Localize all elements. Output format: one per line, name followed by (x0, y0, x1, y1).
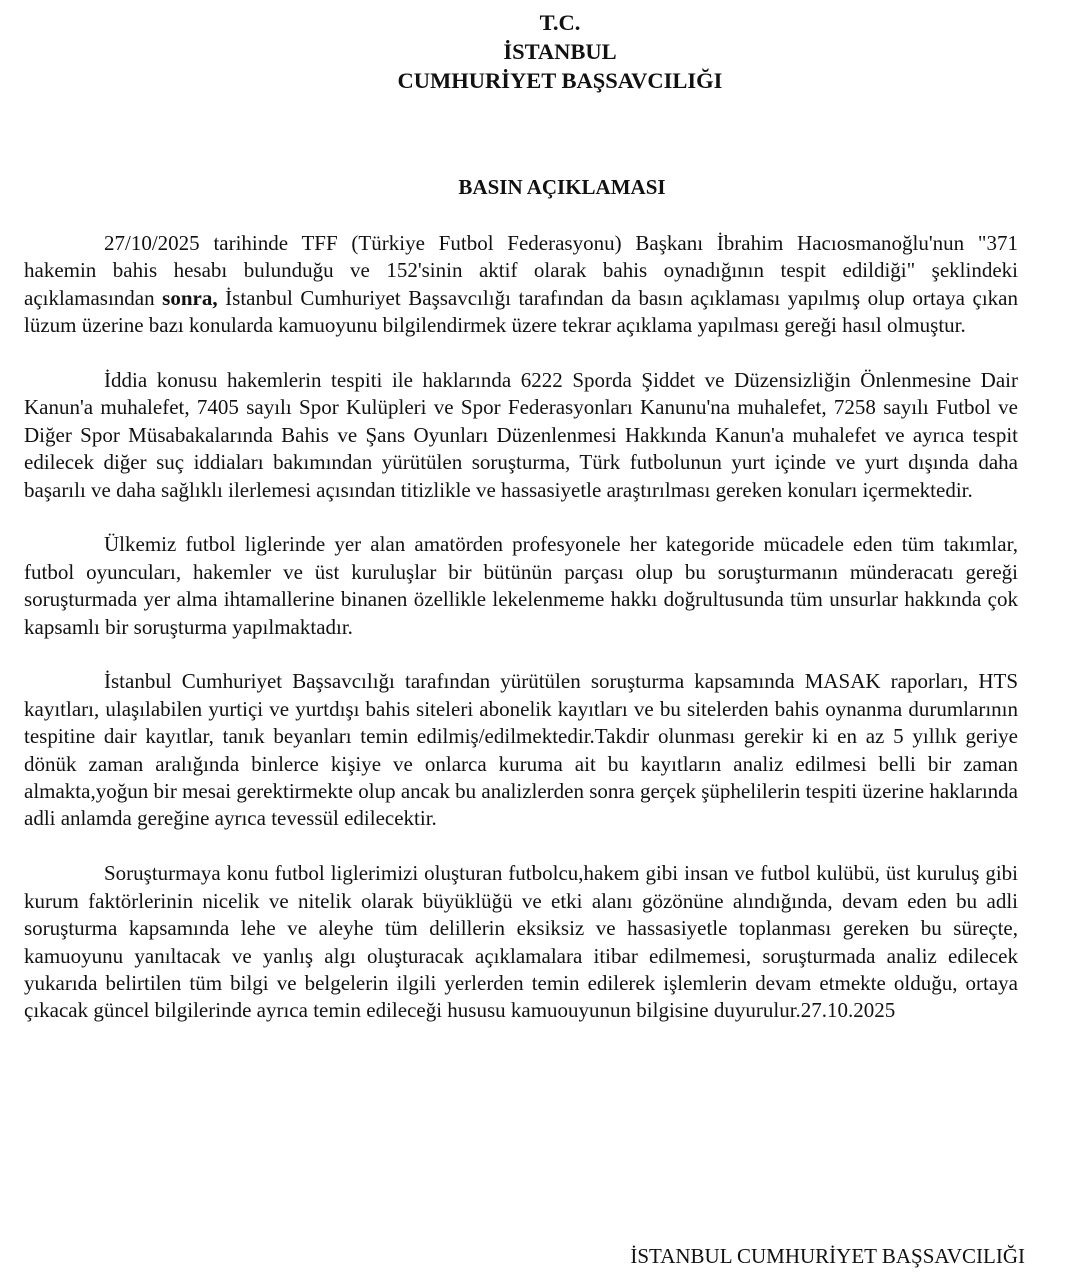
document-title: BASIN AÇIKLAMASI (458, 175, 666, 199)
paragraph-3: Ülkemiz futbol liglerinde yer alan amatörden profesyonele her kategoride mücadele eden tüm takımlar, futbol oyuncuları, hakemler ve üst kuruluşlar bir bütünün parçası olup bu soruşturmanın münderacatı gereği soruşturmada yer alma ihtamallerine binanen özellikle lekelenmeme hakkı doğrultusunda tüm unsurlar hakkında çok kapsamlı bir soruşturma yapılmaktadır. (24, 532, 1018, 639)
paragraph-1-text-end: İstanbul Cumhuriyet Başsavcılığı tarafından da basın açıklaması yapılmış olup ortaya çıkan lüzum üzerine bazı konularda kamuoyunu bilgilendirmek üzere tekrar açıklama yapılması gereği hasıl olmuştur. (24, 285, 1018, 338)
header-city: İSTANBUL (503, 39, 617, 64)
paragraph-1 (24, 230, 1018, 340)
header-tc: T.C. (539, 10, 581, 35)
signature-block: İSTANBUL CUMHURİYET BAŞSAVCILIĞI (630, 1244, 1025, 1268)
paragraph-1-text-start: 27/10/2025 tarihinde TFF (Türkiye Futbol Federasyonu) Başkanı İbrahim Hacıosmanoğlu'nun "371 hakemin bahis hesabı bulunduğu ve 152'sinin aktif olarak bahis oynadığının tespit edildiği" şeklindeki açıklamasından (24, 231, 1018, 310)
paragraph-5: Soruşturmaya konu futbol liglerimizi oluşturan futbolcu,hakem gibi insan ve futbol kulübü, üst kuruluş gibi kurum faktörlerinin nicelik ve nitelik olarak büyüklüğü ve etki alanı gözönüne alındığında, devam eden bu adli soruşturma kapsamında lehe ve aleyhe tüm delillerin eksiksiz ve hassasiyetle toplanması gereken bu süreçte, kamuoyunu yanıltacak ve yanlış algı oluşturacak açıklamalara itibar edilmemesi, soruşturmada analiz edilecek yukarıda belirtilen tüm bilgi ve belgelerin ilgili yerlerden temin edilerek işlemlerin devam etmekte olduğu, ortaya çıkacak güncel bilgilerinde ayrıca temin edileceği hususu kamuouyunun bilgisine duyurulur.27.10.2025 (24, 861, 1018, 1023)
paragraph-4: İstanbul Cumhuriyet Başsavcılığı tarafından yürütülen soruşturma kapsamında MASAK raporları, HTS kayıtları, ulaşılabilen yurtiçi ve yurtdışı bahis siteleri abonelik kayıtları ve bu sitelerden bahis oynanma durumlarının tespitine dair kayıtlar, tanık beyanları temin edilmiş/edilmektedir.Takdir olunması gerekir ki en az 5 yıllık geriye dönük zaman aralığında binlerce kişiye ve onlarca kuruma ait bu kayıtların analiz edilmesi belli bir zaman almakta,yoğun bir mesai gerektirmekte olup ancak bu analizlerden sonra gerçek şüphelilerin tespiti üzerine haklarında adli anlamda gereğine ayrıca tevessül edilecektir. (24, 669, 1018, 831)
paragraph-2: İddia konusu hakemlerin tespiti ile haklarında 6222 Sporda Şiddet ve Düzensizliğin Önlenmesine Dair Kanun'a muhalefet, 7405 sayılı Spor Kulüpleri ve Spor Federasyonları Kanunu'na muhalefet, 7258 sayılı Futbol ve Diğer Spor Müsabakalarında Bahis ve Şans Oyunları Düzenlenmesi Hakkında Kanun'a muhalefet ve ayrıca tespit edilecek diğer suç iddiaları bakımından yürütülen soruşturma, Türk futbolunun yurt içinde ve yurt dışında daha başarılı ve daha sağlıklı ilerlemesi açısından titizlikle ve hassasiyetle araştırılması gereken konuları içermektedir. (24, 368, 1018, 502)
document-body (24, 230, 1018, 1052)
paragraph-1-bold-word: sonra, (162, 285, 218, 310)
header-office: CUMHURİYET BAŞSAVCILIĞI (397, 68, 723, 93)
document-header (0, 8, 1080, 95)
